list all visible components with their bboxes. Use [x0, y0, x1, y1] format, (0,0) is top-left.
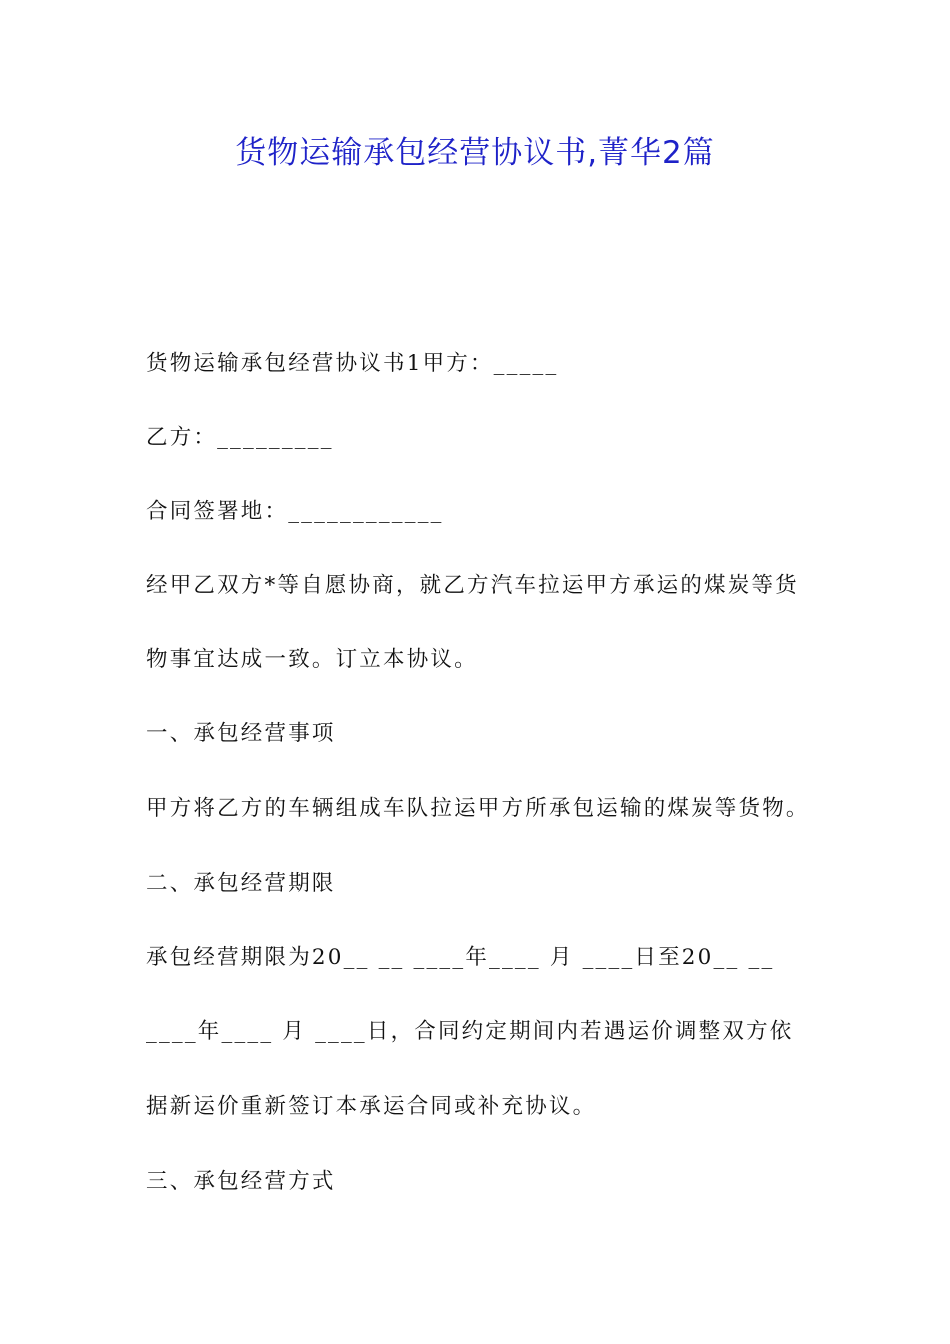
paragraph-line: 经甲乙双方*等自愿协商，就乙方汽车拉运甲方承运的煤炭等货 — [146, 573, 799, 598]
text-line: 乙方：_________ — [146, 425, 334, 450]
paragraph-line: ____年____ 月 ____日，合同约定期间内若遇运价调整双方依 — [146, 1019, 794, 1044]
section-heading: 二、承包经营期限 — [146, 871, 336, 896]
section-heading: 三、承包经营方式 — [146, 1169, 336, 1194]
paragraph-line: 物事宜达成一致。订立本协议。 — [146, 647, 478, 672]
text-line: 合同签署地：____________ — [146, 499, 444, 524]
paragraph-line: 承包经营期限为20__ __ ____年____ 月 ____日至20__ __ — [146, 945, 775, 970]
paragraph-line: 甲方将乙方的车辆组成车队拉运甲方所承包运输的煤炭等货物。 — [146, 796, 810, 821]
section-heading: 一、承包经营事项 — [146, 721, 336, 746]
document-title: 货物运输承包经营协议书,菁华2篇 — [235, 135, 715, 171]
paragraph-line: 据新运价重新签订本承运合同或补充协议。 — [146, 1094, 597, 1119]
text-line: 货物运输承包经营协议书1甲方：_____ — [146, 351, 559, 376]
